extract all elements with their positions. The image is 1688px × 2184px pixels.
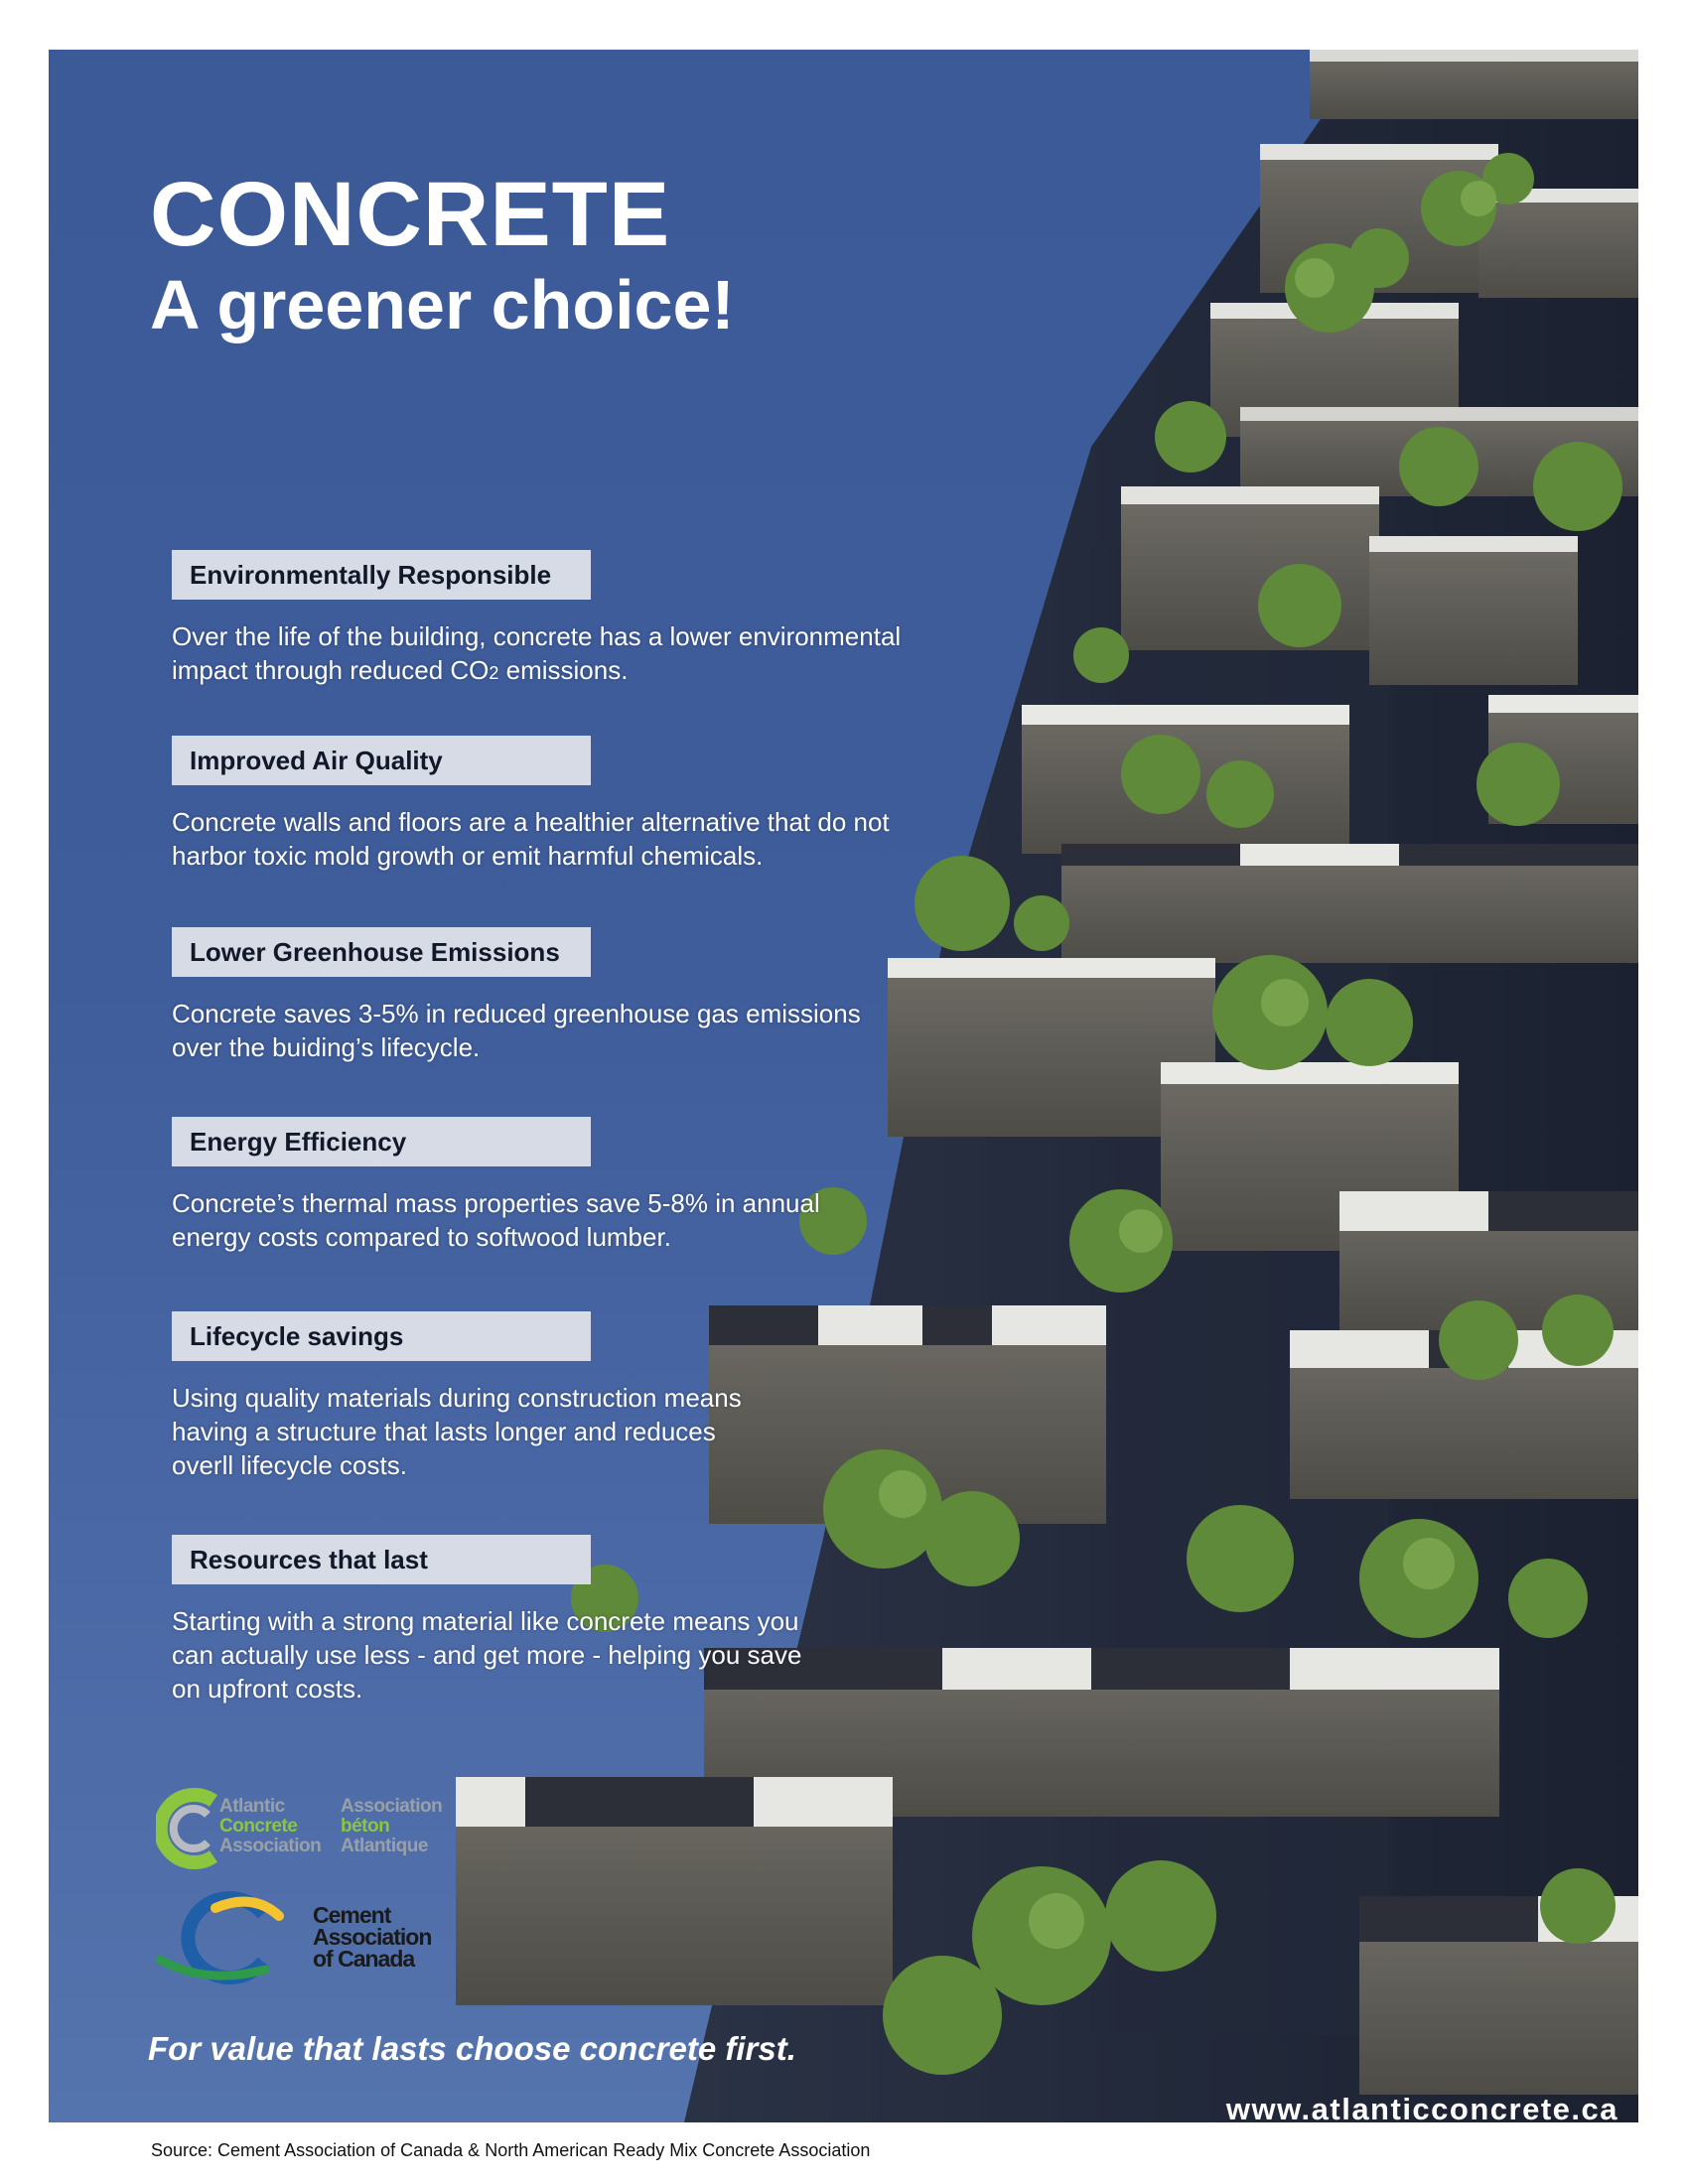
section-body-line: overll lifecycle costs.: [172, 1450, 407, 1480]
aca-name-fr-1: Association: [341, 1796, 443, 1817]
tagline: For value that lasts choose concrete first.: [148, 2030, 796, 2067]
poster: [49, 50, 1638, 2122]
cac-name-line: Association: [313, 1924, 432, 1950]
cac-name-line: Cement: [313, 1902, 391, 1928]
section-environmentally-responsible: [172, 550, 1006, 690]
aca-name-fr-3: Atlantique: [341, 1836, 428, 1856]
section-heading: Environmentally Responsible: [172, 550, 591, 600]
aca-name-en-3: Association: [219, 1836, 322, 1856]
website-url: www.atlanticconcrete.ca: [1225, 2092, 1618, 2122]
section-heading: Lifecycle savings: [172, 1311, 591, 1361]
section-heading: Energy Efficiency: [172, 1117, 591, 1166]
section-body: [172, 805, 1006, 873]
page-title: CONCRETE: [150, 164, 671, 265]
co2-subscript: 2: [489, 663, 499, 683]
cac-name-line: of Canada: [313, 1946, 415, 1972]
section-body: [172, 1186, 1006, 1254]
section-body-line: Starting with a strong material like concrete means you: [172, 1606, 799, 1636]
section-heading: Improved Air Quality: [172, 736, 591, 785]
aca-name-fr-2: béton: [341, 1816, 390, 1837]
section-body-line: harbor toxic mold growth or emit harmful chemicals.: [172, 841, 764, 871]
section-body-line: energy costs compared to softwood lumber.: [172, 1222, 671, 1252]
section-heading: Lower Greenhouse Emissions: [172, 927, 591, 977]
section-body-line: can actually use less - and get more - helping you save: [172, 1640, 802, 1670]
section-body-line: impact through reduced CO: [172, 655, 490, 685]
section-lifecycle-savings: [172, 1311, 1006, 1482]
section-body-line: emissions.: [498, 655, 629, 685]
section-body: [172, 1604, 1006, 1706]
section-body-line: Concrete walls and floors are a healthier alternative that do not: [172, 807, 890, 837]
section-resources-that-last: [172, 1535, 1006, 1706]
section-body-line: Over the life of the building, concrete has a lower environmental: [172, 621, 902, 651]
section-improved-air-quality: [172, 736, 1006, 873]
page-subtitle: A greener choice!: [150, 266, 735, 343]
section-body-line: Concrete saves 3-5% in reduced greenhouse gas emissions: [172, 999, 861, 1028]
source-note: Source: Cement Association of Canada & North American Ready Mix Concrete Association: [151, 2140, 871, 2160]
section-body-line: Concrete’s thermal mass properties save 5-8% in annual: [172, 1188, 820, 1218]
partner-logos: [156, 1787, 573, 2015]
section-body: [172, 619, 1006, 690]
aca-name-en-1: Atlantic: [219, 1796, 285, 1817]
section-body-line: Using quality materials during construction means: [172, 1383, 742, 1413]
section-body-line: having a structure that lasts longer and reduces: [172, 1417, 716, 1446]
section-body-line: over the buiding’s lifecycle.: [172, 1032, 481, 1062]
aca-logo-icon: [156, 1787, 225, 1870]
section-energy-efficiency: [172, 1117, 1006, 1254]
cac-name: [313, 1904, 431, 1970]
section-heading: Resources that last: [172, 1535, 591, 1584]
aca-name-en-2: Concrete: [219, 1816, 298, 1837]
cac-logo-icon: [156, 1886, 305, 1985]
section-body-line: on upfront costs.: [172, 1674, 363, 1704]
section-body: [172, 1381, 1006, 1482]
section-lower-greenhouse-emissions: [172, 927, 1006, 1064]
section-body: [172, 997, 1006, 1064]
